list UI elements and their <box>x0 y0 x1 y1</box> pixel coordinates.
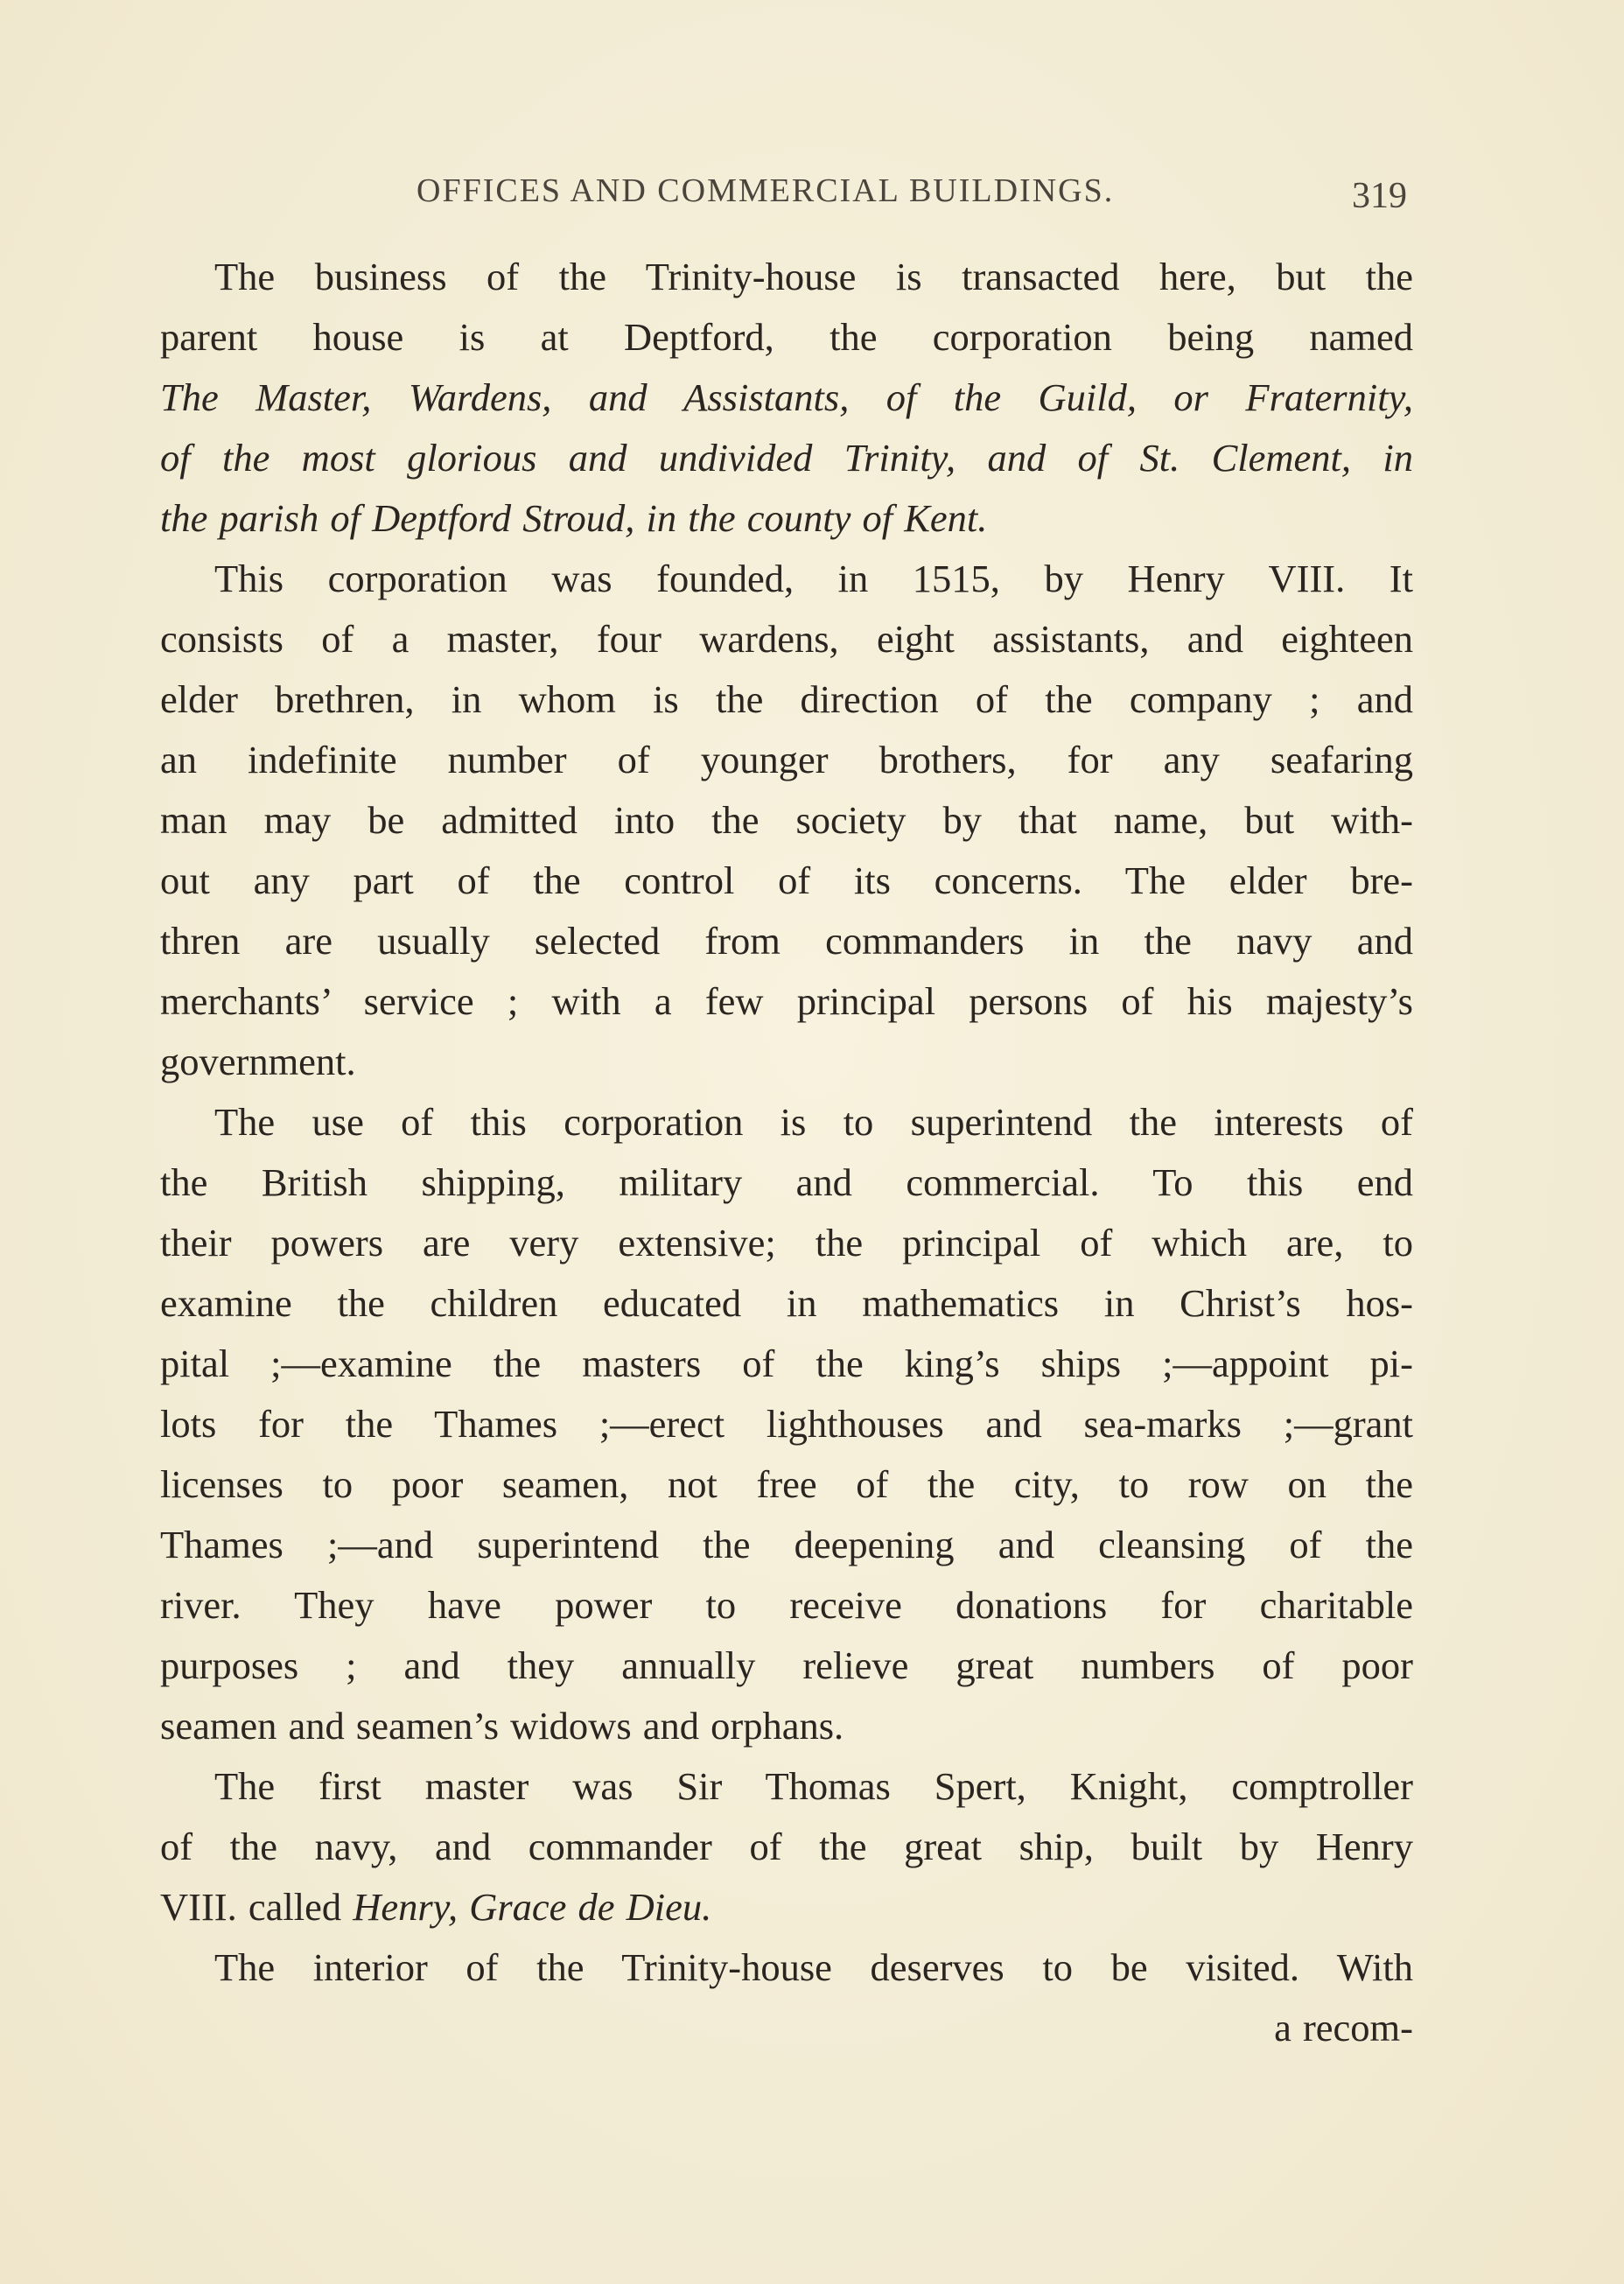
paragraph-1-line-2: parent house is at Deptford, the corporation being named <box>160 315 1413 359</box>
paragraph-1-line-5: the parish of Deptford Stroud, in the county of Kent. <box>160 496 988 540</box>
paragraph-3-line-8: Thames ;—and superintend the deepening and cleansing of the <box>160 1523 1413 1566</box>
paragraph-2-line-9: government. <box>160 1040 356 1083</box>
paragraph-2-line-1: This corporation was founded, in 1515, by Henry VIII. It <box>214 557 1413 600</box>
paragraph-2-line-5: man may be admitted into the society by that name, but with- <box>160 798 1413 842</box>
page-number: 319 <box>1352 176 1407 216</box>
paragraph-2-line-3: elder brethren, in whom is the direction of the company ; and <box>160 677 1413 721</box>
paragraph-2-line-2: consists of a master, four wardens, eight assistants, and eighteen <box>160 617 1413 661</box>
paragraph-3-line-11: seamen and seamen’s widows and orphans. <box>160 1704 844 1748</box>
paragraph-1-line-4: of the most glorious and undivided Trinity, and of St. Clement, in <box>160 436 1413 480</box>
paragraph-3-line-1: The use of this corporation is to superintend the interests of <box>214 1100 1413 1144</box>
paragraph-3-line-10: purposes ; and they annually relieve great numbers of poor <box>160 1643 1413 1687</box>
ship-name: Henry, Grace de Dieu. <box>353 1885 712 1929</box>
paragraph-3-line-6: lots for the Thames ;—erect lighthouses and sea-marks ;—grant <box>160 1402 1413 1446</box>
paragraph-2-line-7: thren are usually selected from commanders in the navy and <box>160 919 1413 963</box>
paragraph-5-line-1: The interior of the Trinity-house deserves to be visited. With <box>214 1945 1413 1989</box>
paragraph-2-line-8: merchants’ service ; with a few principal persons of his majesty’s <box>160 979 1413 1023</box>
body-text <box>160 247 1413 2058</box>
paragraph-1-line-3: The Master, Wardens, and Assistants, of the Guild, or Fraternity, <box>160 375 1413 419</box>
paragraph-3-line-2: the British shipping, military and commercial. To this end <box>160 1160 1413 1204</box>
paragraph-4-line-3-text: VIII. called <box>160 1885 354 1929</box>
paragraph-4-line-2: of the navy, and commander of the great ship, built by Henry <box>160 1825 1413 1868</box>
paragraph-2-line-4: an indefinite number of younger brothers, for any seafaring <box>160 738 1413 781</box>
paragraph-3-line-3: their powers are very extensive; the principal of which are, to <box>160 1221 1413 1265</box>
paragraph-4-line-1: The first master was Sir Thomas Spert, Knight, comptroller <box>214 1764 1413 1808</box>
paragraph-2-line-6: out any part of the control of its concerns. The elder bre- <box>160 858 1413 902</box>
paragraph-3-line-9: river. They have power to receive donations for charitable <box>160 1583 1413 1627</box>
paragraph-3-line-5: pital ;—examine the masters of the king’s ships ;—appoint pi- <box>160 1342 1413 1385</box>
paragraph-3-line-4: examine the children educated in mathematics in Christ’s hos- <box>160 1281 1413 1325</box>
paragraph-3-line-7: licenses to poor seamen, not free of the city, to row on the <box>160 1462 1413 1506</box>
paragraph-4-line-3 <box>160 1877 1413 1937</box>
catchword: a recom- <box>1274 2006 1413 2049</box>
running-head: OFFICES AND COMMERCIAL BUILDINGS. <box>416 172 1115 209</box>
paragraph-1-line-1: The business of the Trinity-house is transacted here, but the <box>214 255 1413 298</box>
